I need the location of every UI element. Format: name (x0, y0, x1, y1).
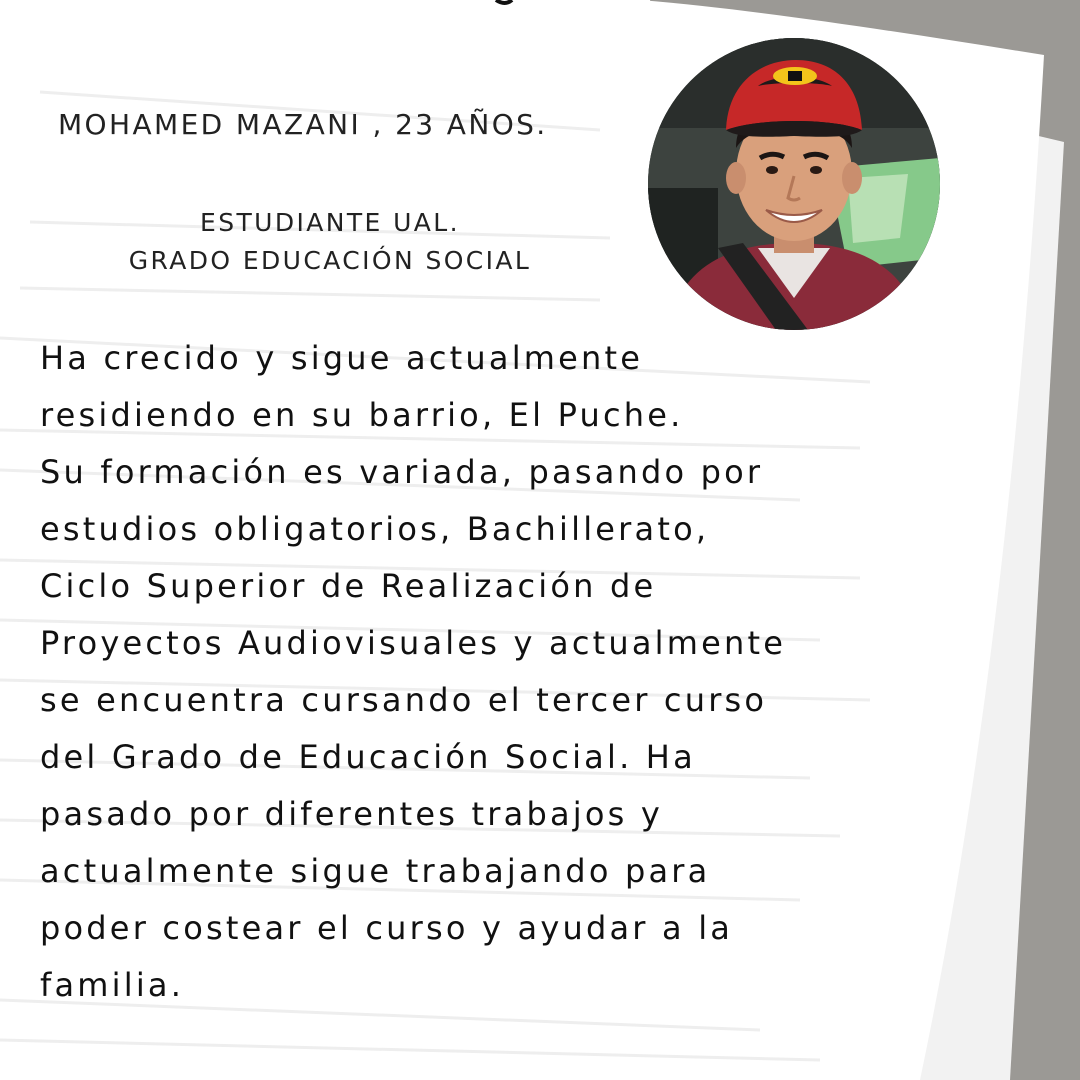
subtitle-line-university: ESTUDIANTE UAL. (200, 208, 460, 237)
bio-line: estudios obligatorios, Bachillerato, (40, 510, 710, 548)
profile-photo-icon (648, 38, 940, 330)
bio-line: del Grado de Educación Social. Ha (40, 738, 696, 776)
subtitle-line-degree: GRADO EDUCACIÓN SOCIAL (128, 246, 532, 275)
bio-line: Ciclo Superior de Realización de (40, 567, 657, 605)
bio-line: residiendo en su barrio, El Puche. (40, 396, 684, 434)
bio-line: actualmente sigue trabajando para (40, 852, 711, 890)
bio-line: Ha crecido y sigue actualmente (40, 339, 644, 377)
avatar (648, 38, 940, 330)
bio-line: poder costear el curso y ayudar a la (40, 909, 734, 947)
bio-line: Su formación es variada, pasando por (40, 453, 764, 491)
bio-line: se encuentra cursando el tercer curso (40, 681, 768, 719)
bio-line: Proyectos Audiovisuales y actualmente (40, 624, 787, 662)
bio-line: pasado por diferentes trabajos y (40, 795, 664, 833)
bio-line: familia. (40, 966, 185, 1004)
bio-text (40, 330, 880, 1014)
person-name-age: MOHAMED MAZANI , 23 AÑOS. (58, 108, 548, 141)
person-subtitle (70, 204, 590, 280)
